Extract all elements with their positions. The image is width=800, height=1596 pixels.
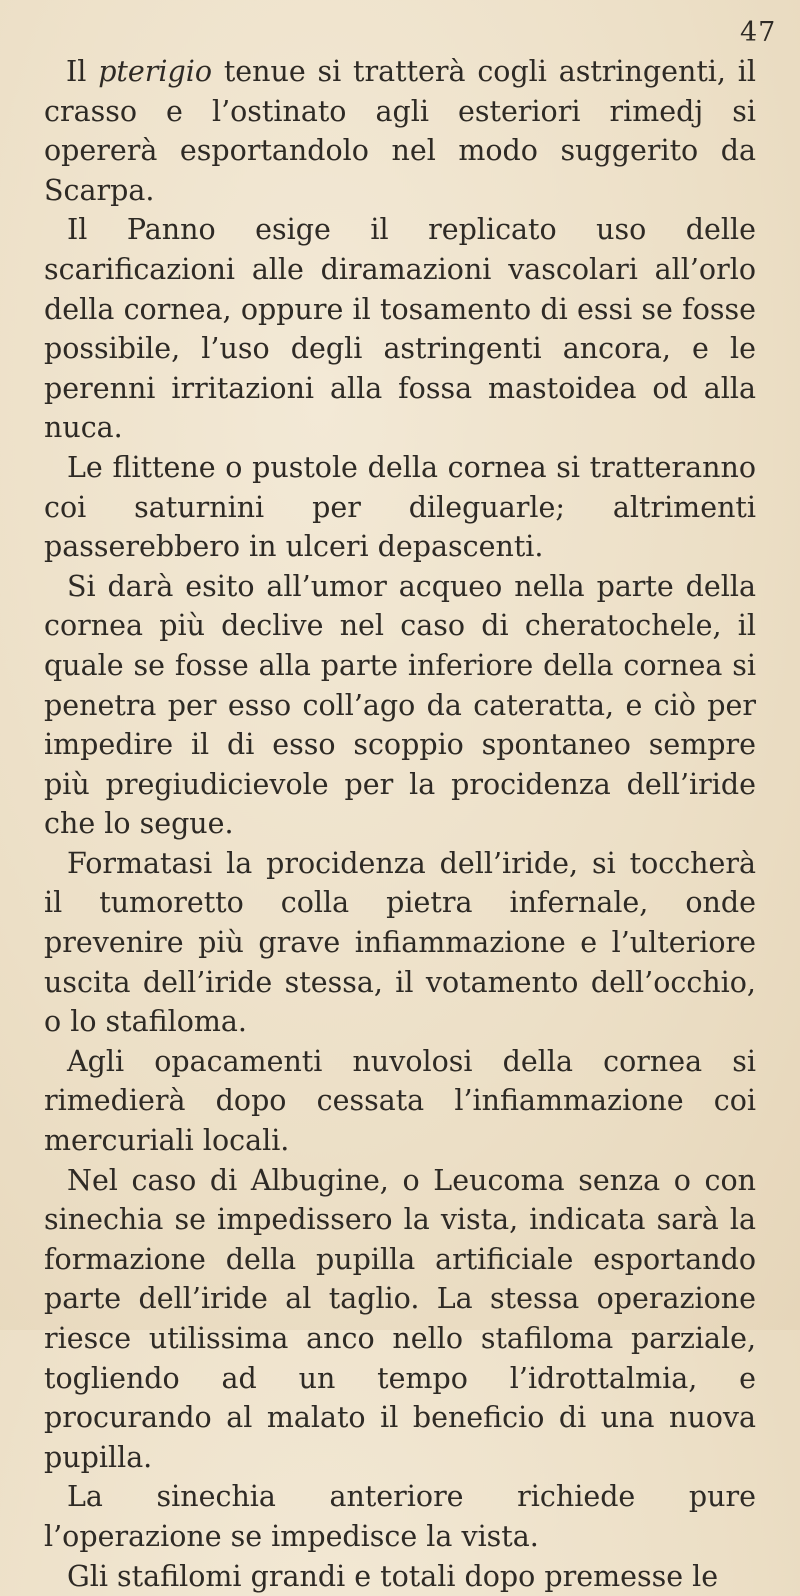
paragraph-flittene: Le flittene o pustole della cornea si tratteranno coi saturnini per dileguarle; altrimenti passerebbero in ulceri depascenti. (44, 450, 756, 564)
paragraph-pterigio (44, 52, 756, 210)
paragraph-pterigio-text: tenue si tratterà cogli astringenti, il crasso e l’ostinato agli esteriori rimedj si opererà esportandolo nel modo suggerito da Scarpa. (44, 55, 757, 207)
body-text (44, 52, 756, 1596)
page-number: 47 (740, 17, 777, 48)
paragraph-cheratochele: Si darà esito all’umor acqueo nella parte della cornea più declive nel caso di cheratochele, il quale se fosse alla parte inferiore della cornea si penetra per esso coll’ago da cateratta, e ciò per impedire il di esso scoppio spontaneo sempre più pregiudicievole per la procidenza dell’iride che lo segue. (44, 569, 756, 841)
paragraph-opacamenti: Agli opacamenti nuvolosi della cornea si rimedierà dopo cessata l’infiammazione coi mercuriali locali. (44, 1044, 756, 1158)
paragraph-pterigio-lead: Il (66, 55, 99, 88)
paragraph-panno: Il Panno esige il replicato uso delle scarificazioni alle diramazioni vascolari all’orlo della cornea, oppure il tosamento di essi se fosse possibile, l’uso degli astringenti ancora, e le perenni irritazioni alla fossa mastoidea od alla nuca. (44, 213, 756, 445)
term-pterigio: pterigio (98, 55, 213, 88)
paragraph-sinechia: La sinechia anteriore richiede pure l’operazione se impedisce la vista. (44, 1480, 756, 1553)
paragraph-stafilomi: Gli stafilomi grandi e totali dopo premesse le (67, 1559, 719, 1593)
paragraph-albugine: Nel caso di Albugine, o Leucoma senza o con sinechia se impedissero la vista, indicata sarà la formazione della pupilla artificiale esportando parte dell’iride al taglio. La stessa operazione riesce utilissima anco nello stafiloma parziale, togliendo ad un tempo l’idrottalmia, e procurando al malato il beneficio di una nuova pupilla. (44, 1163, 756, 1474)
paragraph-procidenza: Formatasi la procidenza dell’iride, si toccherà il tumoretto colla pietra infernale, onde prevenire più grave infiammazione e l’ulteriore uscita dell’iride stessa, il votamento dell’occhio, o lo stafiloma. (44, 846, 756, 1039)
